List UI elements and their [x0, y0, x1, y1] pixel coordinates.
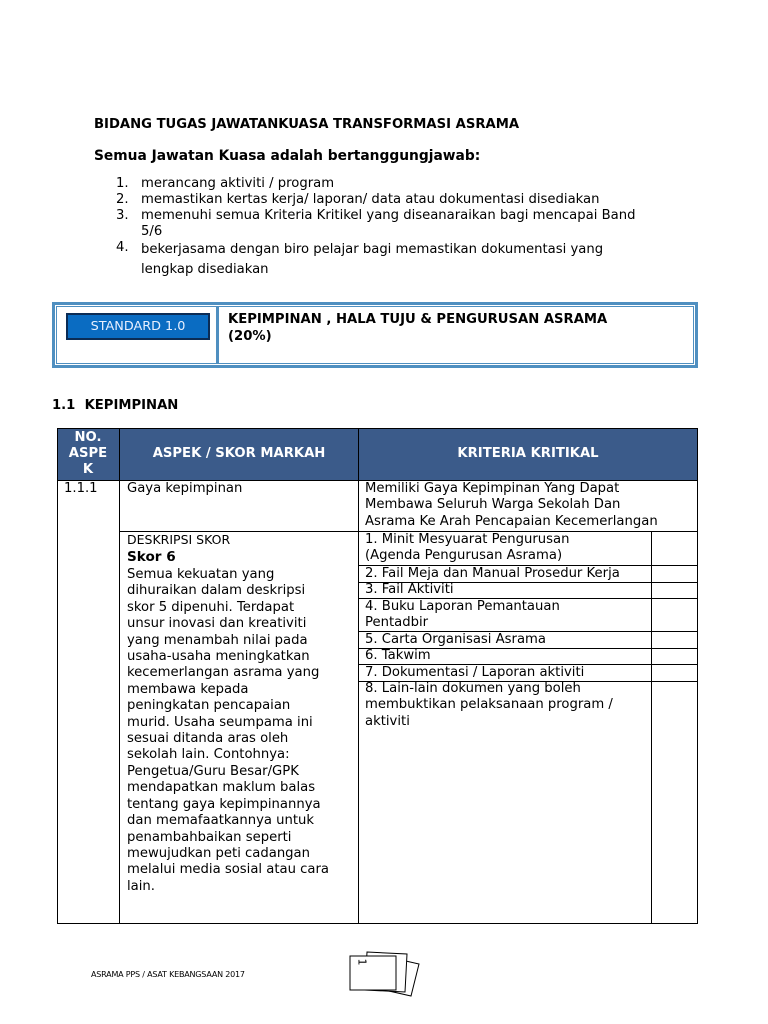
list-item [94, 192, 714, 208]
list-number: 4. [116, 240, 129, 255]
table-border [57, 428, 698, 429]
list-item [94, 208, 714, 240]
standard-badge: STANDARD 1.0 [66, 313, 210, 340]
footer-text: ASRAMA PPS / ASAT KEBANGSAAN 2017 [91, 970, 245, 979]
table-border [697, 428, 698, 924]
list-item [94, 240, 714, 280]
document-subtitle: Semua Jawatan Kuasa adalah bertanggungjawab: [94, 148, 481, 164]
score-heading: Skor 6 [127, 549, 176, 565]
list-text: merancang aktiviti / program [141, 176, 335, 191]
standard-divider [216, 306, 219, 364]
checklist-item: 6. Takwim [365, 648, 431, 663]
score-description: Semua kekuatan yang dihuraikan dalam deskripsi skor 5 dipenuhi. Terdapat unsur inovasi dan kreativiti yang menambah nilai pada usaha-usaha meningkatkan kecemerlangan asrama yang membawa kepada peningkatan pencapaian murid. Usaha seumpama ini sesuai ditanda aras oleh sekolah lain. Contohnya: Pengetua/Guru Besar/GPK mendapatkan maklum balas tentang gaya kepimpinannya dan memafaatkannya untuk penambahbaikan seperti mewujudkan peti cadangan melalui media sosial atau cara lain. [127, 567, 329, 894]
list-number: 2. [116, 192, 129, 207]
checklist-item: 1. Minit Mesyuarat Pengurusan (Agenda Pengurusan Asrama) [365, 532, 570, 564]
checklist-item: 7. Dokumentasi / Laporan aktiviti [365, 665, 585, 680]
header-no-aspek: NO. ASPE K [68, 430, 108, 477]
score-label: DESKRIPSI SKOR [127, 532, 231, 547]
aspek-name: Gaya kepimpinan [127, 481, 243, 496]
checklist-item: 8. Lain-lain dokumen yang boleh membuktikan pelaksanaan program / aktiviti [365, 681, 613, 729]
aspek-number: 1.1.1 [64, 481, 98, 496]
list-number: 3. [116, 208, 129, 223]
checklist-item: 4. Buku Laporan Pemantauan Pentadbir [365, 599, 560, 631]
table-border [358, 428, 359, 924]
checklist-item: 2. Fail Meja dan Manual Prosedur Kerja [365, 566, 620, 581]
criteria-description: Memiliki Gaya Kepimpinan Yang Dapat Membawa Seluruh Warga Sekolah Dan Asrama Ke Arah Pencapaian Kecemerlangan [365, 481, 658, 529]
page-number: 1 [355, 958, 369, 966]
checklist-item: 5. Carta Organisasi Asrama [365, 632, 546, 647]
section-title: KEPIMPINAN [84, 398, 179, 413]
list-item [94, 176, 714, 192]
list-number: 1. [116, 176, 129, 191]
header-aspek: ASPEK / SKOR MARKAH [152, 446, 326, 461]
checklist-item: 3. Fail Aktiviti [365, 582, 454, 597]
section-number: 1.1 [52, 398, 76, 413]
responsibility-list [94, 176, 714, 280]
section-heading [52, 398, 178, 413]
table-border [57, 923, 698, 924]
standard-title: KEPIMPINAN , HALA TUJU & PENGURUSAN ASRAMA (20%) [228, 312, 608, 344]
table-border [119, 428, 120, 924]
list-text: memastikan kertas kerja/ laporan/ data atau dokumentasi disediakan [141, 192, 600, 207]
document-title: BIDANG TUGAS JAWATANKUASA TRANSFORMASI ASRAMA [94, 117, 520, 132]
table-border [57, 428, 58, 924]
list-text: bekerjasama dengan biro pelajar bagi memastikan dokumentasi yang lengkap disediakan [141, 242, 604, 277]
header-kriteria: KRITERIA KRITIKAL [457, 446, 599, 461]
list-text: memenuhi semua Kriteria Kritikel yang diseanaraikan bagi mencapai Band 5/6 [141, 208, 636, 239]
